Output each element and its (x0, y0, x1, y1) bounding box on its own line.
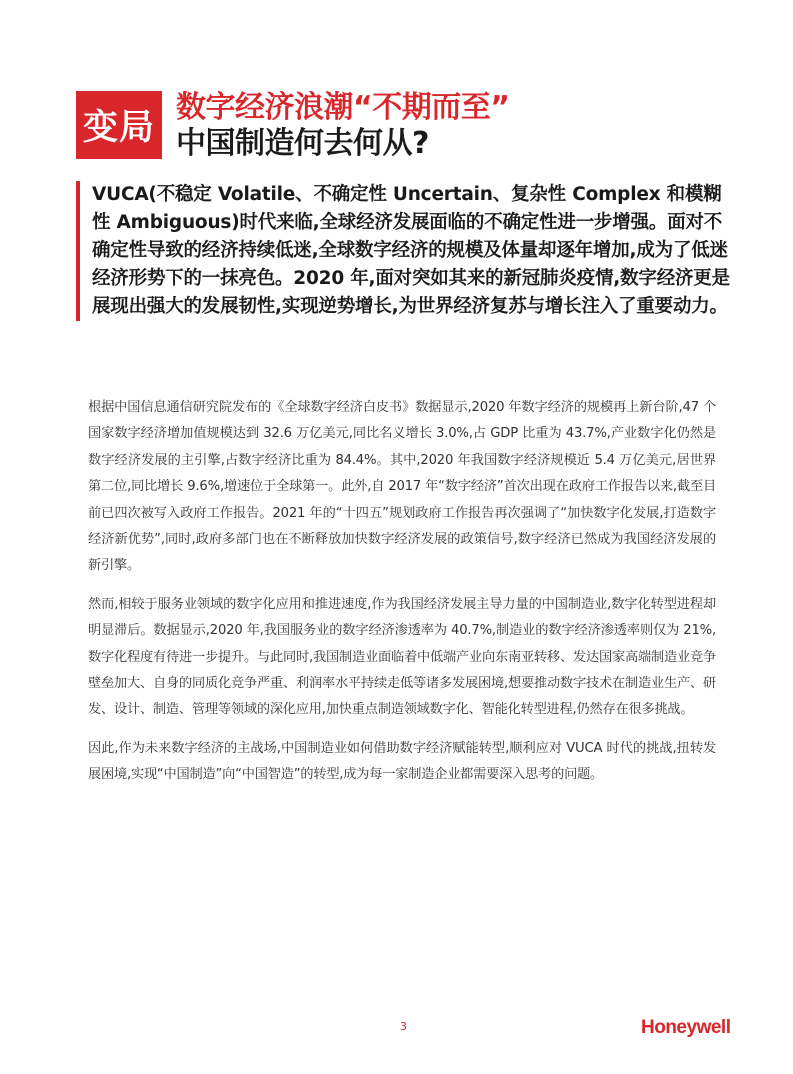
body-paragraph-3: 因此,作为未来数字经济的主战场,中国制造业如何借助数字经济赋能转型,顺利应对 VUCA 时代的挑战,扭转发展困境,实现“中国制造”向“中国智造”的转型,成为每一家制造企业都需要深入思考的问题。 (88, 740, 716, 783)
lead-paragraph: VUCA(不稳定 Volatile、不确定性 Uncertain、复杂性 Complex 和模糊性 Ambiguous)时代来临,全球经济发展面临的不确定性进一步增强。面对不确定性导致的经济持续低迷,全球数字经济的规模及体量却逐年增加,成为了低迷经济形势下的一抹亮色。2020 年,面对突如其来的新冠肺炎疫情,数字经济更是展现出强大的发展韧性,实现逆势增长,为世界经济复苏与增长注入了重要动力。 (92, 184, 730, 317)
page-title-line2: 中国制造何去何从? (176, 126, 429, 161)
section-badge: 变局 (76, 91, 162, 159)
page-number: 3 (400, 1020, 407, 1033)
body-paragraph-2: 然而,相较于服务业领域的数字化应用和推进速度,作为我国经济发展主导力量的中国制造业,数字化转型进程却明显滞后。数据显示,2020 年,我国服务业的数字经济渗透率为 40.7%,制造业的数字经济渗透率则仅为 21%,数字化程度有待进一步提升。与此同时,我国制造业面临着中低端产业向东南亚转移、发达国家高端制造业竞争壁垒加大、自身的同质化竞争严重、利润率水平持续走低等诸多发展困境,想要推动数字技术在制造业生产、研发、设计、制造、管理等领域的深化应用,加快重点制造领域数字化、智能化转型进程,仍然存在很多挑战。 (88, 596, 716, 718)
body-paragraph-1: 根据中国信息通信研究院发布的《全球数字经济白皮书》数据显示,2020 年数字经济的规模再上新台阶,47 个国家数字经济增加值规模达到 32.6 万亿美元,同比名义增长 3.0%,占 GDP 比重为 43.7%,产业数字化仍然是数字经济发展的主引擎,占数字经济比重为 84.4%。其中,2020 年我国数字经济规模近 5.4 万亿美元,居世界第二位,同比增长 9.6%,增速位于全球第一。此外,自 2017 年“数字经济”首次出现在政府工作报告以来,截至目前已四次被写入政府工作报告。2021 年的“十四五”规划政府工作报告再次强调了“加快数字化发展,打造数字经济新优势”,同时,政府多部门也在不断释放加快数字经济发展的政策信号,数字经济已然成为我国经济发展的新引擎。 (88, 400, 716, 574)
honeywell-logo: Honeywell (641, 1017, 731, 1038)
lead-block (76, 181, 732, 321)
body-text (88, 395, 716, 801)
page-title-line1: 数字经济浪潮“不期而至” (176, 90, 510, 125)
